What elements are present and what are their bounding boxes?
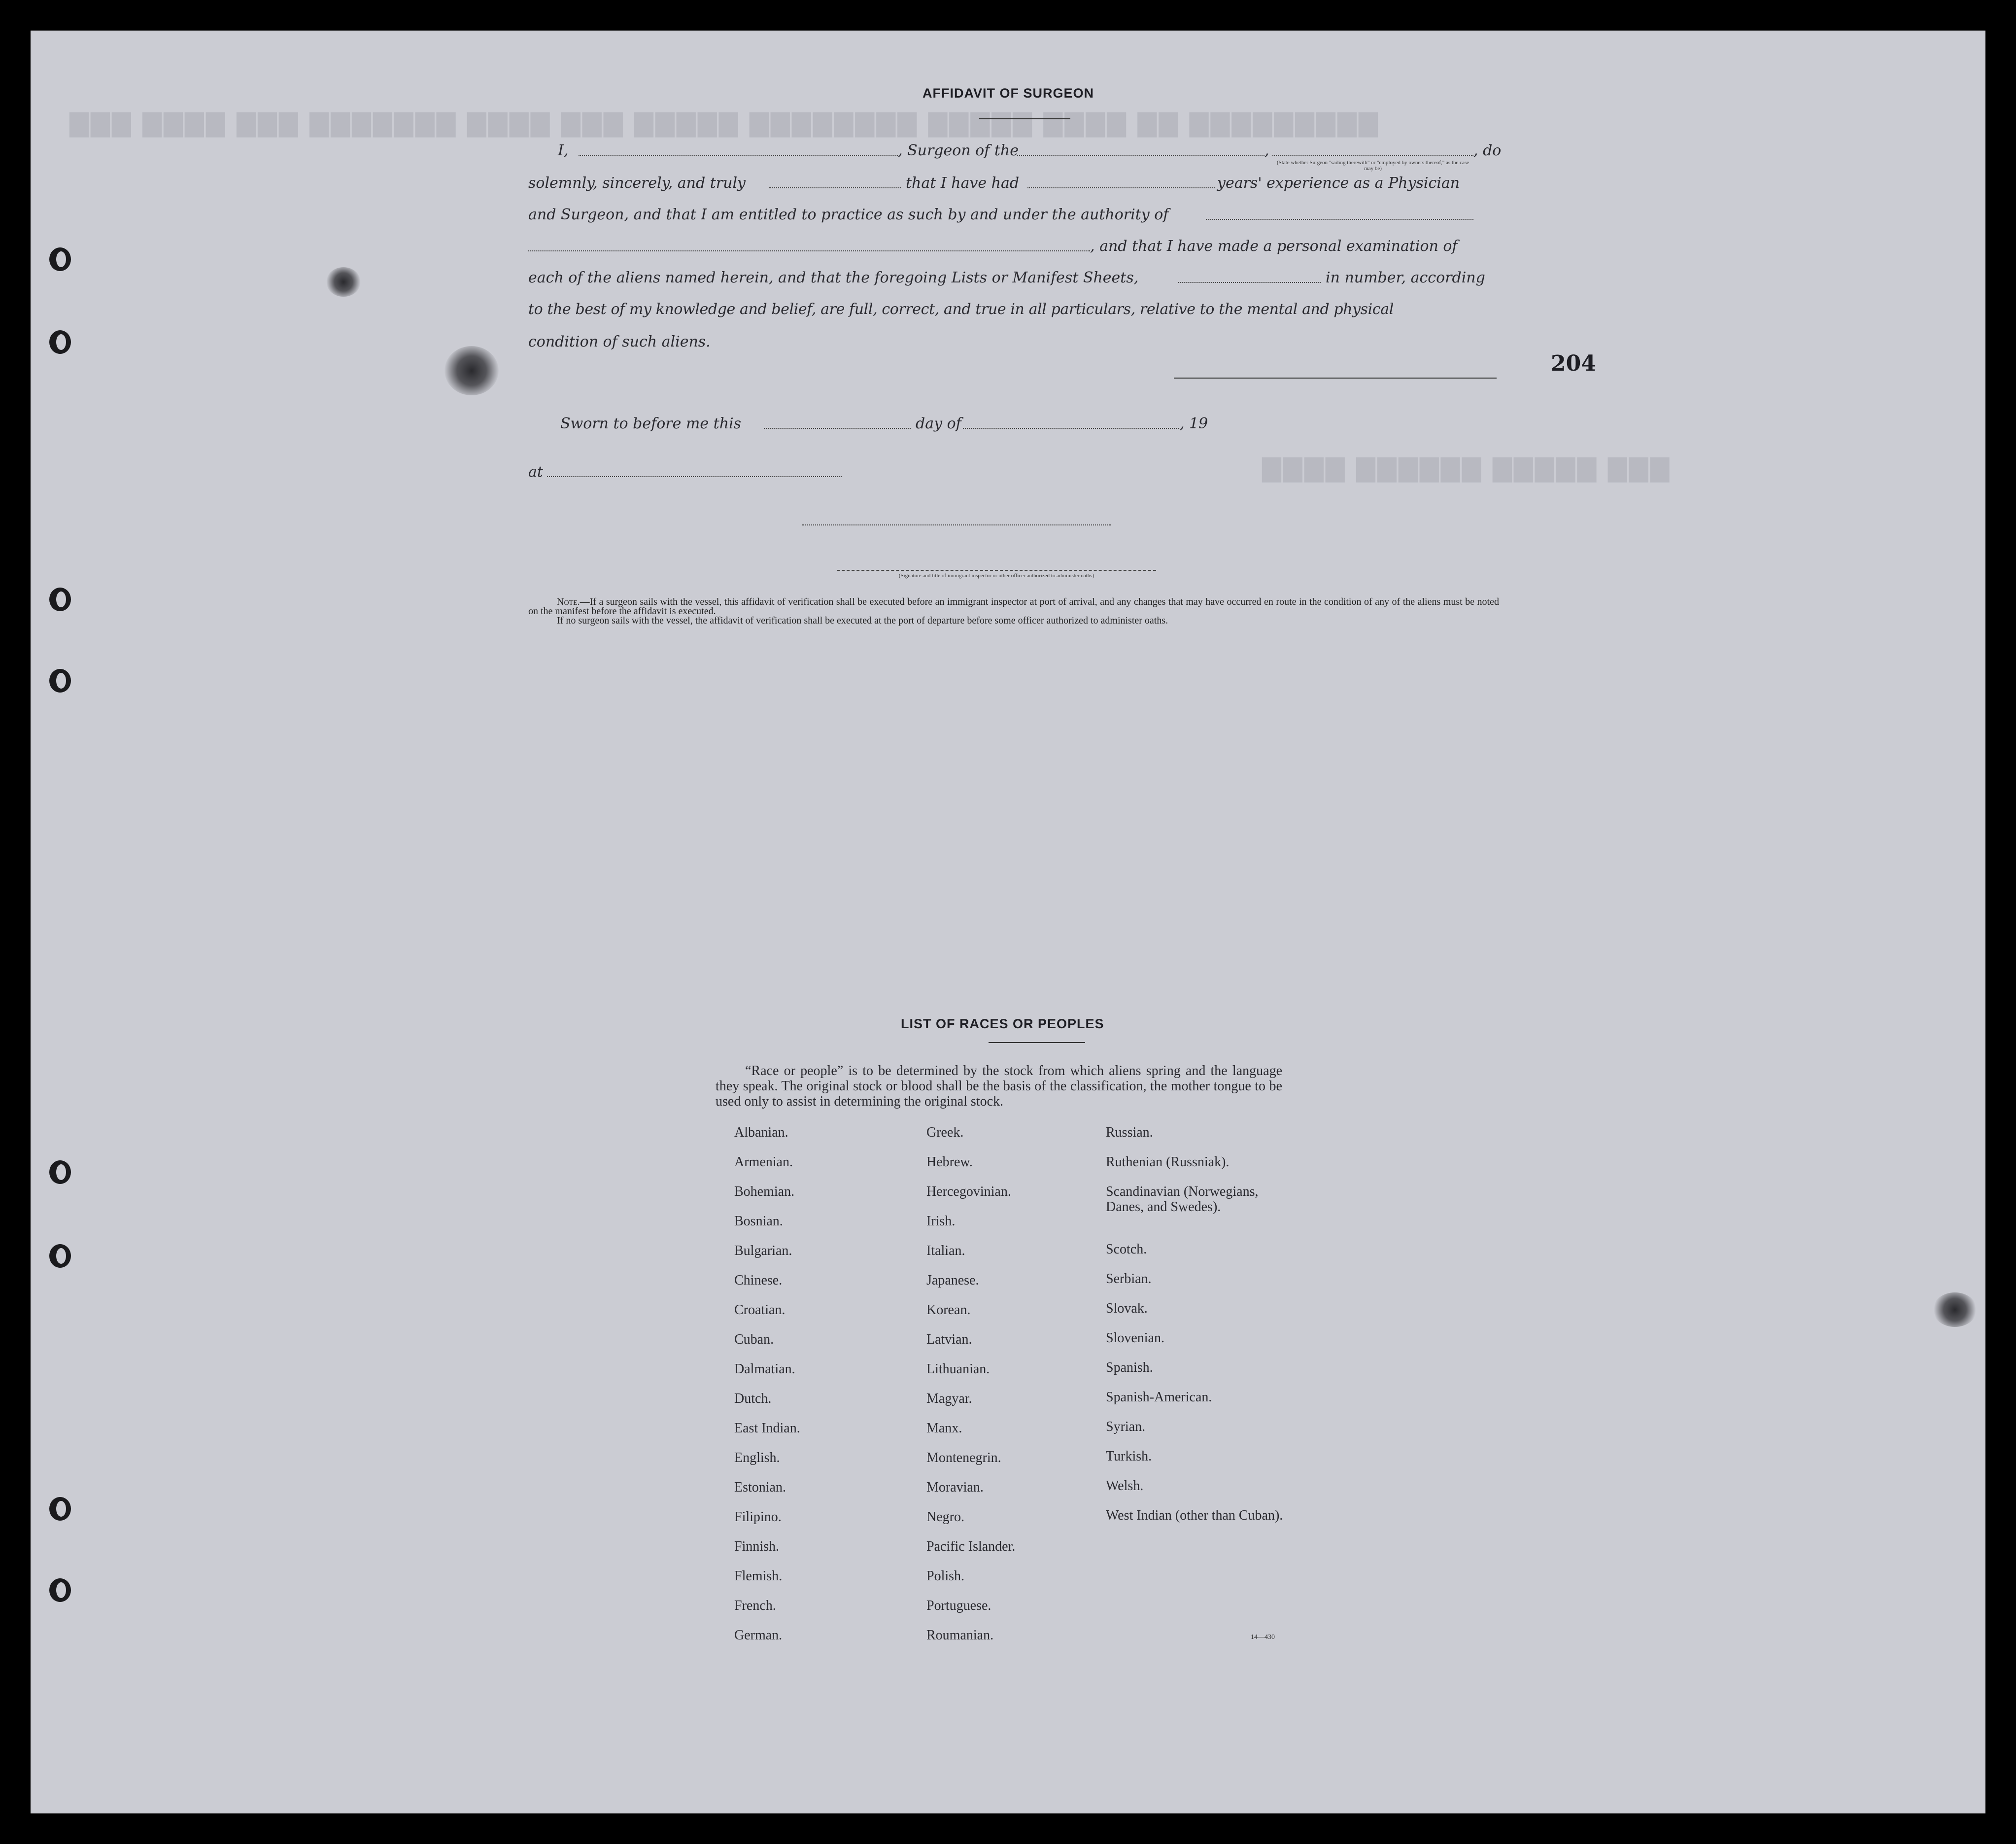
race-item: Italian. [926,1243,965,1258]
race-item: Ruthenian (Russniak). [1106,1154,1230,1170]
bleed-through-text-2: ▇▇▇▇ ▇▇▇▇▇▇ ▇▇▇▇▇ ▇▇▇ [1263,455,1672,482]
race-item: Chinese. [734,1273,783,1288]
binding-hole [49,1244,71,1268]
race-item: Serbian. [1106,1271,1152,1287]
race-item: Bulgarian. [734,1243,792,1258]
officer-signature-line[interactable] [802,524,1111,525]
race-item: Korean. [926,1302,971,1318]
surgeon-status-blank[interactable] [1272,155,1473,156]
race-item: Russian. [1106,1125,1153,1140]
binding-hole [49,669,71,693]
note-label: Note. [557,596,580,607]
race-item: Slovenian. [1106,1330,1164,1346]
race-item: Latvian. [926,1332,972,1347]
title-underline [979,118,1070,119]
races-title: LIST OF RACES OR PEOPLES [901,1016,1104,1031]
race-item: Montenegrin. [926,1450,1001,1465]
race-item: English. [734,1450,780,1465]
race-item: West Indian (other than Cuban). [1106,1508,1283,1523]
ink-smudge [444,346,499,395]
race-item: Turkish. [1106,1449,1152,1464]
race-item: Greek. [926,1125,964,1140]
binding-hole [49,1497,71,1521]
sworn-month-blank[interactable] [963,428,1179,429]
form-number: 14—430 [1251,1634,1275,1641]
binding-hole [49,330,71,354]
race-item: Lithuanian. [926,1361,990,1377]
officer-signature-caption: (Signature and title of immigrant inspector or other officer authorized to administer oaths) [898,573,1094,579]
affidavit-line-3: and Surgeon, and that I am entitled to practice as such by and under the authority of [528,206,1169,223]
races-title-underline [989,1042,1085,1043]
affidavit-line-7: condition of such aliens. [528,333,711,350]
race-item: Spanish. [1106,1360,1153,1375]
oath-blank[interactable] [769,187,901,188]
affidavit-line-4: , and that I have made a personal examination of [1090,238,1458,255]
race-item: Syrian. [1106,1419,1146,1434]
binding-hole [49,588,71,611]
years-blank[interactable] [1027,187,1215,188]
authority-blank-2[interactable] [528,250,1090,251]
sworn-year: , 19 [1180,415,1208,432]
race-item: Moravian. [926,1480,984,1495]
race-item: Magyar. [926,1391,972,1406]
affidavit-line-6: to the best of my knowledge and belief, are full, correct, and true in all particulars, relative to the mental and physical [528,301,1394,318]
race-item: Irish. [926,1214,956,1229]
sheets-count-blank[interactable] [1178,282,1321,283]
affidavit-do: , do [1473,142,1502,159]
race-item: Flemish. [734,1568,783,1584]
document-page [31,31,1985,1813]
affidavit-line-2-start: solemnly, sincerely, and truly [528,174,746,192]
sworn-day-of: day of [916,415,961,432]
affidavit-note [528,597,1499,626]
race-item: Pacific Islander. [926,1539,1016,1554]
sworn-at: at [528,463,543,481]
affidavit-title: AFFIDAVIT OF SURGEON [923,86,1094,101]
race-item: Armenian. [734,1154,793,1170]
race-item: Portuguese. [926,1598,991,1613]
ink-smudge [326,267,361,297]
race-item: Polish. [926,1568,965,1584]
affidavit-line-5-start: each of the aliens named herein, and that the foregoing Lists or Manifest Sheets, [528,269,1139,286]
race-item: Manx. [926,1421,962,1436]
affidavit-have-had: that I have had [906,174,1020,192]
race-item: Roumanian. [926,1628,994,1643]
sworn-place-blank[interactable] [547,476,842,477]
race-item: Hebrew. [926,1154,973,1170]
race-item: Estonian. [734,1480,786,1495]
race-item: Dutch. [734,1391,772,1406]
race-item: Scandinavian (Norwegians, Danes, and Swedes). [1106,1184,1259,1215]
race-item: Spanish-American. [1106,1390,1212,1405]
surgeon-signature-line[interactable] [1174,378,1497,379]
race-item: French. [734,1598,776,1613]
race-item: Albanian. [734,1125,788,1140]
race-item: Dalmatian. [734,1361,795,1377]
race-item: Slovak. [1106,1301,1148,1316]
binding-hole [49,1578,71,1602]
officer-title-line [837,570,1156,571]
note-paragraph-2: If no surgeon sails with the vessel, the affidavit of verification shall be executed at the port of departure before some officer authorized to administer oaths. [557,615,1168,626]
affidavit-surgeon-of: , Surgeon of the [898,142,1019,159]
races-intro: “Race or people” is to be determined by the stock from which aliens spring and the language they speak. The original stock or blood shall be the basis of the classification, the mother tongue to be used only to assist in determining the original stock. [716,1063,1282,1109]
page-number: 204 [1551,351,1596,376]
bleed-through-text: ▇▇▇ ▇▇▇▇ ▇▇▇ ▇▇▇▇▇▇▇ ▇▇▇▇ ▇▇▇ ▇▇▇▇▇ ▇▇▇▇▇▇▇▇ ▇▇▇▇▇ ▇▇▇▇ ▇▇ ▇▇▇▇▇▇▇▇▇ [70,110,1380,137]
race-item: Welsh. [1106,1478,1144,1494]
race-item: Filipino. [734,1509,782,1525]
binding-hole [49,1160,71,1184]
race-item: Japanese. [926,1273,979,1288]
authority-blank[interactable] [1206,219,1473,220]
race-item: Bohemian. [734,1184,795,1199]
comma: , [1264,142,1269,159]
race-item: Negro. [926,1509,964,1525]
vessel-name-blank[interactable] [1017,155,1264,156]
sworn-text: Sworn to before me this [560,415,742,432]
affidavit-years-experience: years' experience as a Physician [1217,174,1460,192]
race-item: East Indian. [734,1421,800,1436]
race-item: Cuban. [734,1332,774,1347]
race-item: Croatian. [734,1302,786,1318]
surgeon-name-blank[interactable] [579,155,898,156]
binding-hole [49,247,71,271]
race-item: Bosnian. [734,1214,783,1229]
race-item: German. [734,1628,783,1643]
affidavit-in-number: in number, according [1326,269,1485,286]
race-item: Hercegovinian. [926,1184,1011,1199]
race-item: Finnish. [734,1539,780,1554]
affidavit-line-1-start: I, [558,142,569,159]
race-item: Scotch. [1106,1242,1147,1257]
surgeon-status-note: (State whether Surgeon "sailing therewith" or "employed by owners thereof," as the case may be) [1276,160,1469,172]
ink-smudge [1933,1292,1977,1327]
sworn-day-blank[interactable] [764,428,911,429]
note-paragraph-1: —If a surgeon sails with the vessel, this affidavit of verification shall be executed before an immigrant inspector at port of arrival, and any changes that may have occurred en route in the condition of any of the aliens must be noted on the manifest before the affidavit is executed. [528,596,1499,617]
